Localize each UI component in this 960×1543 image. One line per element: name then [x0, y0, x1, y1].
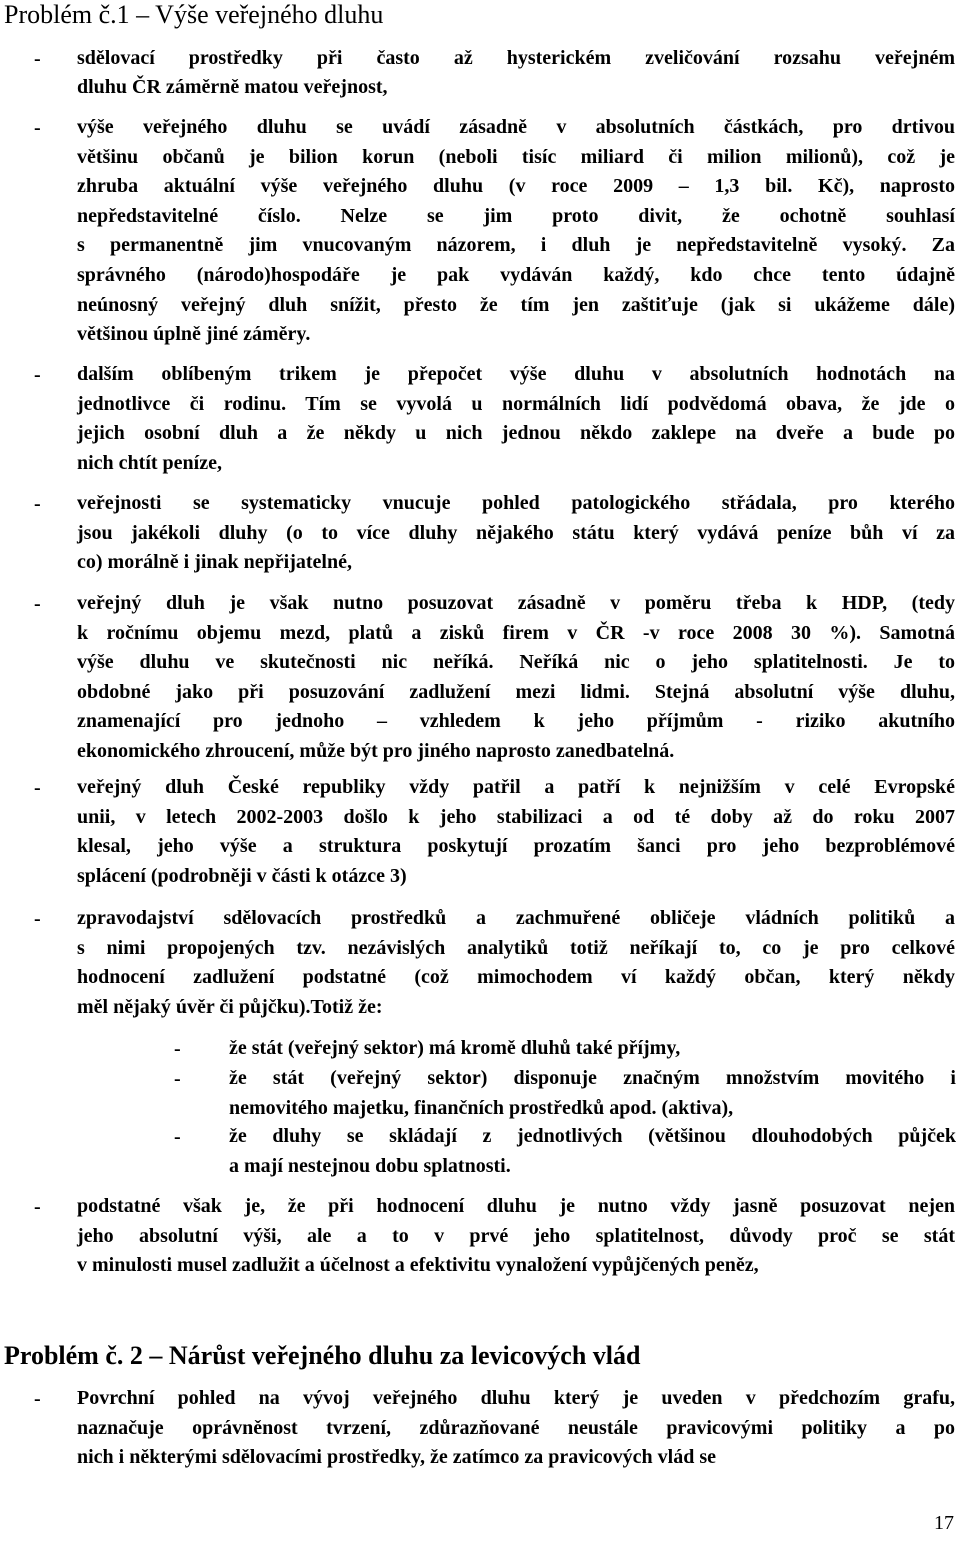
paragraph-line: s nimi propojených tzv. nezávislých analytiků totiž neříkají to, co je pro celkové [77, 936, 955, 959]
paragraph-line: veřejný dluh České republiky vždy patřil a patří k nejnižším v celé Evropské [77, 776, 955, 798]
paragraph-line: znamenající pro jednoho – vzhledem k jeho příjmům - riziko akutního [77, 710, 955, 733]
bullet-marker: - [34, 593, 41, 615]
paragraph-line: dalším oblíbeným trikem je přepočet výše dluhu v absolutních hodnotách na [77, 363, 955, 385]
paragraph-line: výše veřejného dluhu se uvádí zásadně v absolutních částkách, pro drtivou [77, 116, 955, 138]
paragraph-line: nepředstavitelné číslo. Nelze se jim proto divit, že ochotně souhlasí [77, 204, 955, 227]
paragraph-line: nich i některými sdělovacími prostředky, že zatímco za pravicových vlád se [77, 1446, 716, 1469]
sub-paragraph-line: že dluhy se skládají z jednotlivých (většinou dlouhodobých půjček [229, 1125, 956, 1147]
sub-paragraph-line: že stát (veřejný sektor) disponuje značným množstvím movitého i [229, 1067, 956, 1089]
paragraph-line: sdělovací prostředky při často až hysterickém zveličování rozsahu veřejném [77, 47, 955, 69]
paragraph-line: dluhu ČR záměrně matou veřejnost, [77, 76, 388, 98]
bullet-marker: - [34, 493, 41, 515]
paragraph-line: naznačuje oprávněnost tvrzení, zdůrazňované neustále pravicovými politiky a po [77, 1416, 955, 1439]
paragraph-line: nich chtít peníze, [77, 451, 222, 474]
section-heading-2: Problém č. 2 – Nárůst veřejného dluhu za levicových vlád [4, 1341, 641, 1370]
bullet-marker: - [34, 908, 41, 930]
paragraph-line: veřejný dluh je však nutno posuzovat zásadně v poměru třeba k HDP, (tedy [77, 592, 955, 614]
sub-paragraph-line: nemovitého majetku, finančních prostředků apod. (aktiva), [229, 1096, 734, 1119]
paragraph-line: zhruba aktuální výše veřejného dluhu (v roce 2009 – 1,3 bil. Kč), naprosto [77, 175, 955, 198]
paragraph-line: hodnocení zadlužení podstatné (což mimochodem ví každý občan, který někdy [77, 966, 955, 989]
bullet-marker: - [34, 364, 41, 386]
section-heading-1: Problém č.1 – Výše veřejného dluhu [4, 0, 384, 29]
paragraph-line: jeho absolutní výši, ale a to v prvé jeho splatitelnost, důvody proč se stát [77, 1224, 955, 1247]
bullet-marker: - [34, 117, 41, 139]
paragraph-line: jejich osobní dluh a že někdy u nich jednou někdo zaklepe na dveře a bude po [77, 422, 955, 445]
paragraph-line: Povrchní pohled na vývoj veřejného dluhu který je uveden v předchozím grafu, [77, 1387, 955, 1409]
paragraph-line: splácení (podrobněji v části k otázce 3) [77, 864, 407, 887]
paragraph-line: neúnosný veřejný dluh snížit, přesto že tím jen zaštiťuje (jak si ukážeme dále) [77, 293, 955, 316]
paragraph-line: správného (národo)hospodáře je pak vydáván každý, kdo chce tento údajně [77, 264, 955, 286]
paragraph-line: obdobné jako při posuzování zadlužení mezi lidmi. Stejná absolutní výše dluhu, [77, 680, 955, 703]
paragraph-line: měl nějaký úvěr či půjčku).Totiž že: [77, 995, 383, 1018]
paragraph-line: v minulosti musel zadlužit a účelnost a efektivitu vynaložení vypůjčených peněz, [77, 1254, 759, 1277]
sub-bullet-marker: - [174, 1126, 181, 1148]
paragraph-line: ekonomického zhroucení, může být pro jiného naprosto zanedbatelná. [77, 740, 675, 762]
sub-bullet-marker: - [174, 1038, 181, 1060]
sub-bullet-marker: - [174, 1068, 181, 1090]
paragraph-line: unii, v letech 2002-2003 došlo k jeho stabilizaci a od té doby až do roku 2007 [77, 805, 955, 828]
paragraph-line: většinu občanů je bilion korun (neboli tisíc miliard či milion milionů), což je [77, 145, 955, 168]
paragraph-line: klesal, jeho výše a struktura poskytují prozatím šanci pro jeho bezproblémové [77, 835, 955, 858]
paragraph-line: většinou úplně jiné záměry. [77, 323, 311, 346]
paragraph-line: s permanentně jim vnucovaným názorem, i dluh je nepředstavitelně vysoký. Za [77, 234, 955, 257]
paragraph-line: k ročnímu objemu mezd, platů a zisků firem v ČR -v roce 2008 30 %). Samotná [77, 621, 955, 644]
paragraph-line: co) morálně i jinak nepřijatelné, [77, 551, 352, 574]
bullet-marker: - [34, 777, 41, 799]
bullet-marker: - [34, 1388, 41, 1410]
sub-paragraph-line: a mají nestejnou dobu splatnosti. [229, 1154, 511, 1177]
paragraph-line: zpravodajství sdělovacích prostředků a zachmuřené obličeje vládních politiků a [77, 907, 955, 929]
paragraph-line: výše dluhu ve skutečnosti nic neříká. Neříká nic o jeho splatitelnosti. Je to [77, 651, 955, 674]
paragraph-line: podstatné však je, že při hodnocení dluhu je nutno vždy jasně posuzovat nejen [77, 1195, 955, 1217]
sub-paragraph-line: že stát (veřejný sektor) má kromě dluhů také příjmy, [229, 1037, 681, 1059]
bullet-marker: - [34, 1196, 41, 1218]
paragraph-line: jednotlivce či rodinu. Tím se vyvolá u normálních lidí podvědomá obava, že jde o [77, 392, 955, 415]
page-number: 17 [934, 1512, 954, 1534]
paragraph-line: veřejnosti se systematicky vnucuje pohled patologického střádala, pro kterého [77, 492, 955, 514]
paragraph-line: jsou jakékoli dluhy (o to více dluhy nějakého státu který vydává peníze bůh ví za [77, 521, 955, 544]
bullet-marker: - [34, 48, 41, 70]
